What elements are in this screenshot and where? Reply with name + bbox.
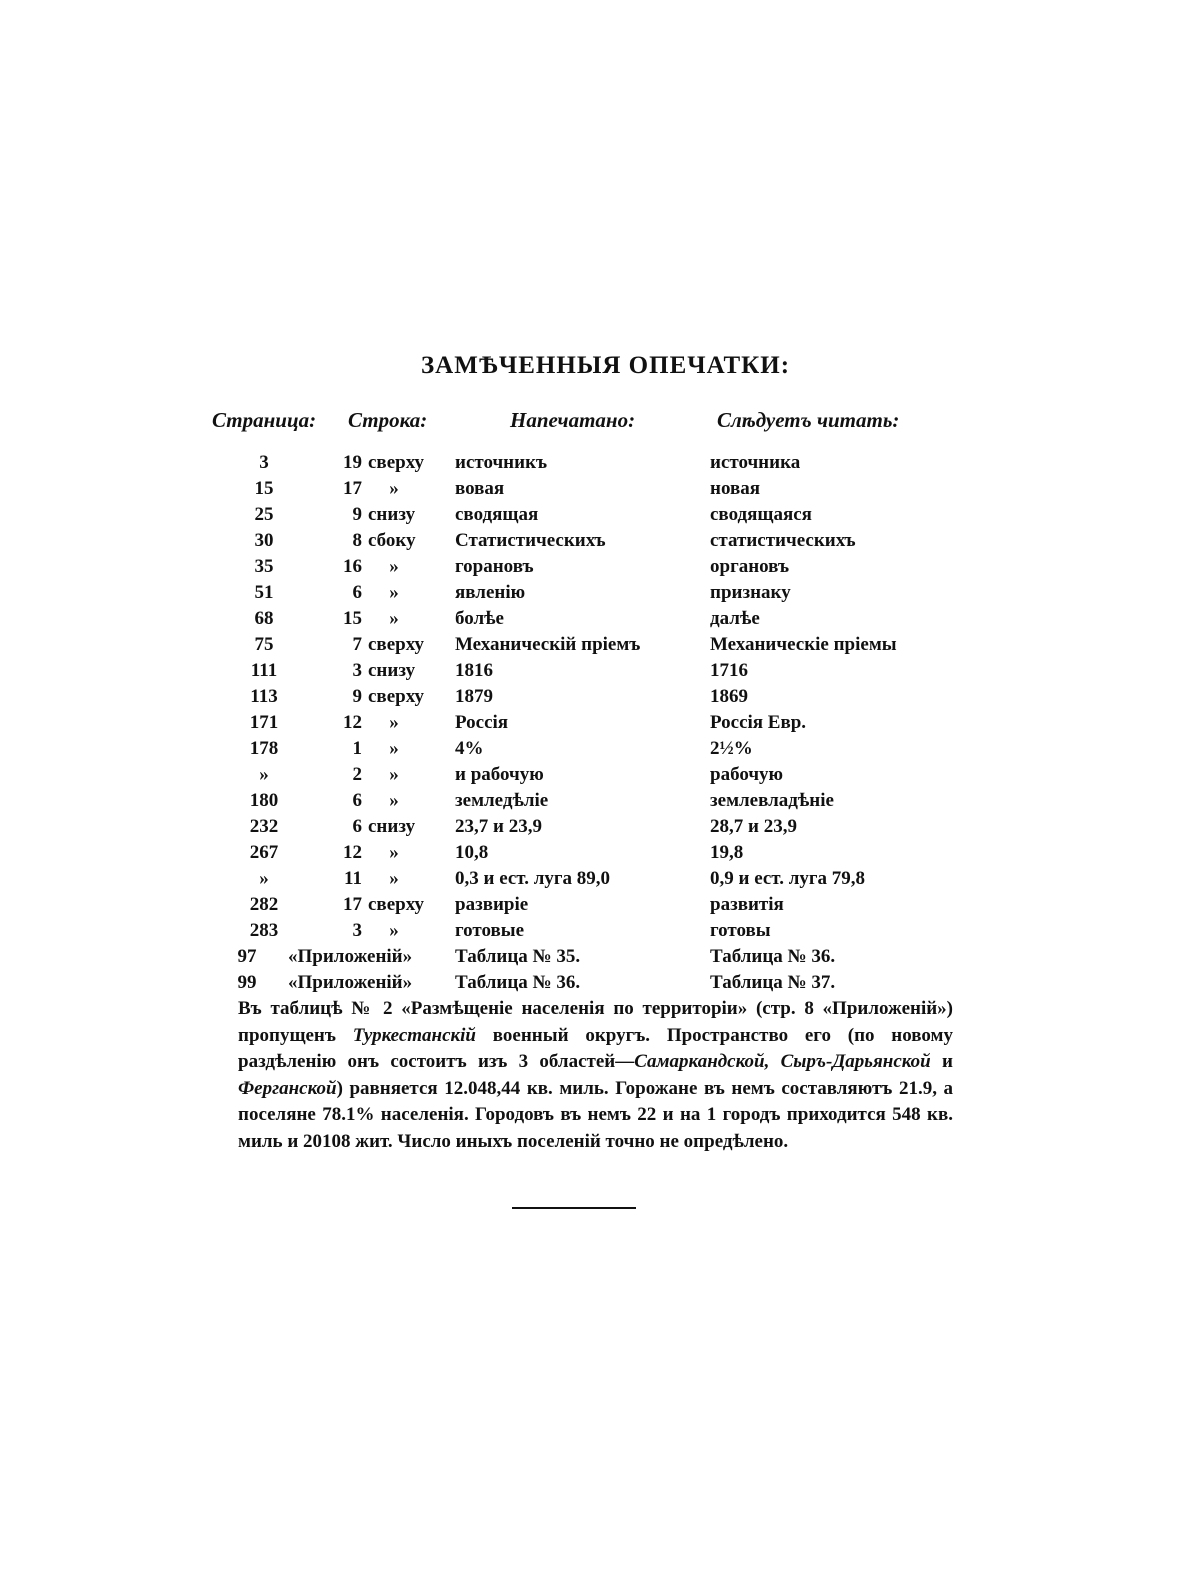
cell-read: 0,9 и ест. луга 79,8 (710, 868, 865, 889)
cell-line-number: 11 (344, 868, 362, 889)
cell-read: Таблица № 37. (710, 972, 836, 993)
cell-printed: развиріе (455, 894, 529, 915)
cell-line-position: сбоку (368, 530, 416, 551)
cell-line-number: 2 (352, 764, 362, 785)
cell-read: 2½% (710, 738, 753, 759)
cell-line-position: снизу (368, 504, 416, 525)
table-row (0, 684, 1191, 710)
table-row (0, 606, 1191, 632)
cell-page: 267 (249, 842, 279, 863)
cell-printed: вовая (455, 478, 505, 499)
cell-read: рабочую (710, 764, 784, 785)
cell-line-number: 17 (343, 894, 362, 915)
table-row (0, 970, 1191, 996)
cell-read: 1716 (710, 660, 748, 681)
cell-printed: Механическій пріемъ (455, 634, 641, 655)
table-row (0, 918, 1191, 944)
cell-printed: Статистическихъ (455, 530, 606, 551)
table-row (0, 476, 1191, 502)
table-row (0, 554, 1191, 580)
cell-read: статистическихъ (710, 530, 856, 551)
cell-line-number: 1 (352, 738, 362, 759)
cell-line-number: 9 (352, 504, 362, 525)
cell-read: сводящаяся (710, 504, 812, 525)
cell-page: 232 (249, 816, 279, 837)
page-title: ЗАМѢЧЕННЫЯ ОПЕЧАТКИ: (420, 352, 791, 379)
table-header (0, 408, 1191, 438)
table-row (0, 736, 1191, 762)
cell-line-position: сверху (368, 634, 424, 655)
cell-read: 28,7 и 23,9 (710, 816, 797, 837)
cell-read: Таблица № 36. (710, 946, 836, 967)
header-page: Страница: (212, 408, 317, 432)
table-row (0, 944, 1191, 970)
cell-line-number: 3 (352, 920, 362, 941)
cell-read: развитія (710, 894, 784, 915)
cell-printed: явленію (455, 582, 526, 603)
cell-line-number: 16 (343, 556, 362, 577)
cell-page: 35 (254, 556, 274, 577)
cell-line-position: » (389, 764, 399, 785)
table-row (0, 762, 1191, 788)
cell-line-position: » (389, 712, 399, 733)
cell-line-position: » (389, 842, 399, 863)
cell-page: » (259, 764, 269, 785)
cell-read: землевладѣніе (710, 790, 834, 811)
cell-appendix: «Приложеній» (288, 972, 413, 993)
note-text: и (930, 1051, 953, 1072)
cell-line-position: сверху (368, 686, 424, 707)
errata-table (0, 450, 1191, 996)
table-row (0, 450, 1191, 476)
table-row (0, 658, 1191, 684)
cell-printed: болѣе (455, 608, 504, 629)
cell-page: 111 (250, 660, 278, 681)
cell-printed: Таблица № 35. (455, 946, 581, 967)
cell-read: 1869 (710, 686, 748, 707)
cell-line-position: снизу (368, 660, 416, 681)
cell-line-position: » (389, 790, 399, 811)
cell-line-number: 6 (352, 790, 362, 811)
cell-page: 25 (254, 504, 274, 525)
cell-read: новая (710, 478, 761, 499)
note-text: военный округъ. Пространство его (по новому раздѣленію онъ состоитъ изъ 3 областей— (238, 1024, 953, 1072)
cell-read: органовъ (710, 556, 790, 577)
cell-page: 99 (237, 972, 257, 993)
cell-printed: горановъ (455, 556, 534, 577)
cell-page: 51 (254, 582, 274, 603)
table-row (0, 632, 1191, 658)
footnote-paragraph (238, 996, 953, 1155)
cell-page: 3 (259, 452, 269, 473)
cell-line-position: снизу (368, 816, 416, 837)
cell-printed: 4% (455, 738, 484, 759)
cell-line-position: сверху (368, 894, 424, 915)
cell-page: 30 (254, 530, 274, 551)
cell-line-number: 19 (343, 452, 362, 473)
cell-line-number: 6 (352, 816, 362, 837)
cell-read: Россія Евр. (710, 712, 807, 733)
cell-printed: 1879 (455, 686, 493, 707)
cell-page: 171 (249, 712, 279, 733)
table-row (0, 528, 1191, 554)
cell-line-number: 15 (343, 608, 362, 629)
cell-line-position: » (389, 556, 399, 577)
cell-read: источника (710, 452, 801, 473)
cell-printed: готовые (455, 920, 525, 941)
cell-line-number: 12 (343, 842, 362, 863)
cell-line-number: 9 (352, 686, 362, 707)
cell-read: Механическіе пріемы (710, 634, 897, 655)
table-row (0, 866, 1191, 892)
table-row (0, 892, 1191, 918)
cell-page: 180 (249, 790, 279, 811)
header-line: Строка: (348, 408, 428, 432)
cell-printed: 10,8 (455, 842, 489, 863)
cell-read: признаку (710, 582, 791, 603)
note-text: ) равняется 12.048,44 кв. миль. Горожане въ немъ составляютъ 21.9, а поселяне 78.1% населенія. Городовъ въ немъ 22 и на 1 городъ приходится 548 кв. миль и 20108 жит. Число иныхъ поселеній точно не опредѣлено. (238, 1077, 953, 1152)
cell-page: 178 (249, 738, 279, 759)
cell-line-position: » (389, 478, 399, 499)
cell-line-number: 6 (352, 582, 362, 603)
cell-printed: 1816 (455, 660, 493, 681)
note-text: Въ таблицѣ № 2 «Размѣщеніе населенія по территоріи» (стр. 8 «Приложеній») пропущенъ (238, 998, 953, 1046)
cell-line-position: сверху (368, 452, 424, 473)
cell-line-position: » (389, 738, 399, 759)
cell-page: 97 (237, 946, 257, 967)
cell-line-number: 17 (343, 478, 362, 499)
cell-printed: источникъ (455, 452, 548, 473)
note-italic-fergana: Ферганской (238, 1077, 337, 1099)
closing-rule (512, 1207, 636, 1209)
cell-printed: сводящая (455, 504, 539, 525)
cell-printed: 23,7 и 23,9 (455, 816, 542, 837)
cell-read: далѣе (710, 608, 760, 629)
table-row (0, 788, 1191, 814)
cell-line-number: 7 (352, 634, 362, 655)
cell-line-number: 12 (343, 712, 362, 733)
cell-line-number: 8 (352, 530, 362, 551)
table-row (0, 710, 1191, 736)
cell-line-number: 3 (352, 660, 362, 681)
cell-page: 113 (250, 686, 278, 707)
cell-line-position: » (389, 868, 399, 889)
cell-page: 283 (249, 920, 279, 941)
cell-appendix: «Приложеній» (288, 946, 413, 967)
cell-printed: 0,3 и ест. луга 89,0 (455, 868, 610, 889)
table-row (0, 814, 1191, 840)
header-printed: Напечатано: (510, 408, 636, 432)
cell-page: 15 (254, 478, 274, 499)
note-italic-district: Туркестанскій (352, 1024, 476, 1046)
cell-printed: земледѣліе (455, 790, 549, 811)
cell-page: 68 (254, 608, 274, 629)
cell-line-position: » (389, 920, 399, 941)
note-italic-regions: Самаркандской, Сыръ-Дарьянской (634, 1051, 931, 1072)
cell-read: 19,8 (710, 842, 744, 863)
cell-page: 282 (249, 894, 279, 915)
cell-page: 75 (254, 634, 274, 655)
cell-line-position: » (389, 582, 399, 603)
cell-read: готовы (710, 920, 771, 941)
table-row (0, 580, 1191, 606)
cell-line-position: » (389, 608, 399, 629)
table-row (0, 840, 1191, 866)
header-read: Слѣдуетъ читать: (717, 408, 900, 432)
cell-printed: Таблица № 36. (455, 972, 581, 993)
cell-printed: и рабочую (455, 764, 544, 785)
cell-page: » (259, 868, 269, 889)
table-row (0, 502, 1191, 528)
cell-printed: Россія (455, 712, 509, 733)
